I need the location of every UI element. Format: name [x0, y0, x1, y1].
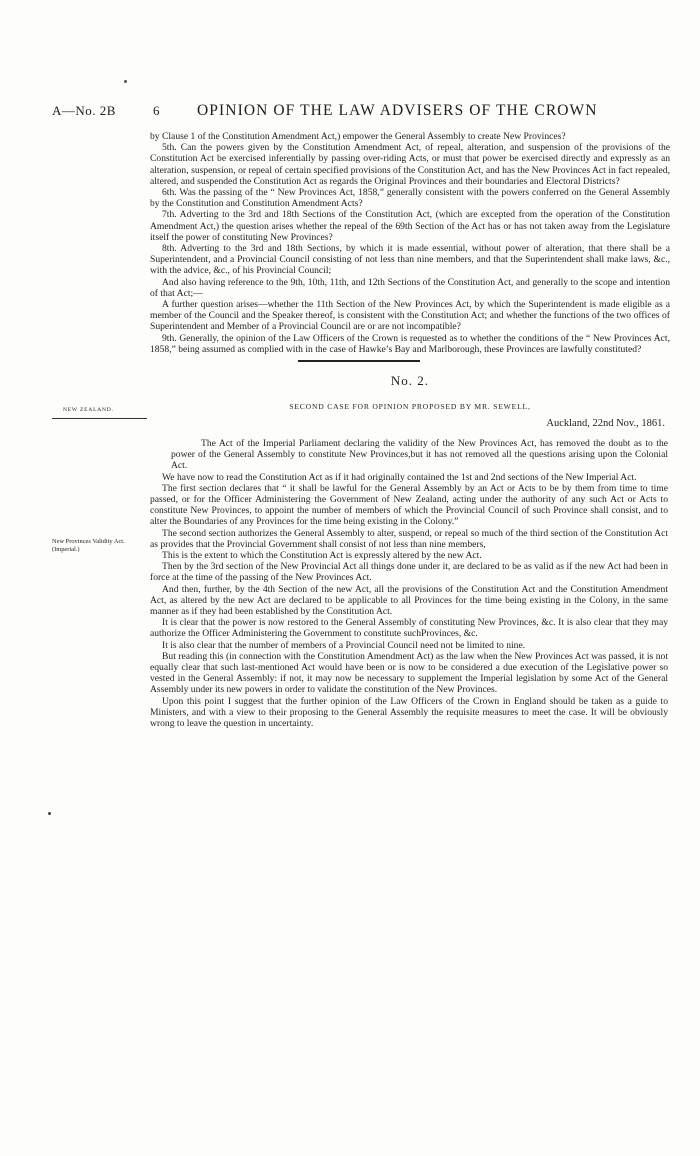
paragraph: And also having reference to the 9th, 10th, 11th, and 12th Sections of the Constitution Act, and generally to the scope and intention of that Act;— — [150, 276, 670, 299]
case-title: SECOND CASE FOR OPINION PROPOSED BY MR. SEWELL, — [289, 402, 531, 411]
scan-speck — [124, 80, 127, 83]
margin-note: New Provinces Validity Act. (Imperial.) — [52, 538, 125, 554]
section-divider — [298, 360, 420, 362]
side-rule — [52, 418, 147, 419]
side-label: NEW ZEALAND. — [63, 407, 114, 413]
paragraph: We have now to read the Constitution Act as if it had originally contained the 1st and 2nd sections of the New Imperial Act. — [162, 471, 637, 483]
paragraph: 5th. Can the powers given by the Constitution Amendment Act, of repeal, alteration, and suspension of the provisions of the Constitution Act be exercised inferentially by passing over-riding Acts, or must that power be exercised directly and expressly as an alteration, suspension, or repeal of certain specified provisions of the Constitution Act, and has the New Provinces Act in fact repealed, altered, and suspended the Constitution Act as regards the Original Provinces and their boundaries and Electoral Districts? — [150, 142, 670, 187]
paragraph: The first section declares that “ it shall be lawful for the General Assembly by an Act or Acts to be by them from time to time passed, or for the Officer Administering the Government of New Zealand, acting under the authority of any such Act or Acts to constitute New Provinces, to appoint the number of members of which the Provincial Council of such Province shall consist, and to alter the Boundaries of any Provinces for the time being existing in the Colony.” — [150, 482, 668, 528]
paragraph: The Act of the Imperial Parliament declaring the validity of the New Provinces Act, has removed the doubt as to the power of the General Assembly to constitute New Provinces,but it has not removed all the questions arising upon the Colonial Act. — [171, 438, 668, 472]
paragraph: Upon this point I suggest that the further opinion of the Law Officers of the Crown in England should be taken as a guide to Ministers, and with a view to their proposing to the General Assembly the requisite measures to meet the case. It will be obviously wrong to leave the question in uncertainty. — [150, 695, 668, 730]
paragraph: A further question arises—whether the 11th Section of the New Provinces Act, by which the Superintendent is made eligible as a member of the Council and the Speaker thereof, is consistent with the Constitution Act; and whether the functions of the two offices of Superintendent and Member of a Provincial Council are or are not incompatible? — [150, 299, 670, 333]
dateline: Auckland, 22nd Nov., 1861. — [546, 418, 665, 429]
paragraph: The second section authorizes the General Assembly to alter, suspend, or repeal so much of the third section of the Constitution Act as provides that the Provincial Government shall consist of not less than nine members, — [150, 527, 668, 550]
paragraph: by Clause 1 of the Constitution Amendment Act,) empower the General Assembly to create New Provinces? — [150, 131, 566, 142]
questions-section — [150, 131, 670, 355]
second-case-body — [131, 438, 668, 729]
paragraph: 6th. Was the passing of the “ New Provinces Act, 1858,” generally consistent with the powers conferred on the General Assembly by the Constitution and Constitution Amendment Acts? — [150, 187, 670, 210]
page-header — [52, 103, 672, 125]
paragraph: And then, further, by the 4th Section of the new Act, all the provisions of the Constitution Act and the Constitution Amendment Act, as altered by the new Act are declared to be applicable to all Provinces for the time being existing in the Colony, in the same manner as if they had been established by the Constitution Act. — [150, 583, 668, 618]
paragraph: 9th. Generally, the opinion of the Law Officers of the Crown is requested as to whether the conditions of the “ New Provinces Act, 1858,” being assumed as complied with in the case of Hawke’s Bay and Marlborough, these Provinces are lawfully constituted? — [150, 332, 670, 355]
paragraph: This is the extent to which the Constitution Act is expressly altered by the new Act. — [162, 550, 482, 562]
paragraph: Then by the 3rd section of the New Provincial Act all things done under it, are declared to be as valid as if the new Act had been in force at the time of the passing of the New Provinces Act. — [150, 561, 668, 584]
page-number: 6 — [153, 103, 160, 118]
paragraph: It is clear that the power is now restored to the General Assembly of constituting New Provinces, &c. It is also clear that they may authorize the Officer Administering the Government to constitute suchProvinces, &c. — [150, 617, 668, 640]
page-title: OPINION OF THE LAW ADVISERS OF THE CROWN — [197, 102, 598, 119]
scan-speck — [48, 812, 51, 815]
section-heading: No. 2. — [390, 373, 430, 388]
paragraph: 7th. Adverting to the 3rd and 18th Sections of the Constitution Act, (which are excepted from the operation of the Constitution Amendment Act,) the question arises whether the repeal of the 69th Section of the Act has or has not taken away from the Legislature itself the power of constituting New Provinces? — [150, 209, 670, 243]
document-reference: A—No. 2B — [52, 103, 116, 118]
paragraph: But reading this (in connection with the Constitution Amendment Act) as the law when the New Provinces Act was passed, it is not equally clear that such last-mentioned Act would have been or is now to be considered a due execution of the Legislative power so vested in the General Assembly: if not, it may now be necessary to supplement the Imperial legislation by some Act of the General Assembly under its new powers in order to validate the constitution of the New Provinces. — [150, 650, 668, 696]
paragraph: It is also clear that the number of members of a Provincial Council need not be limited to nine. — [162, 639, 526, 651]
paragraph: 8th. Adverting to the 3rd and 18th Sections, by which it is made essential, without power of alteration, that there shall be a Superintendent, and a Provincial Council consisting of not less than nine members, and that the Superintendent shall make laws, &c., with the advice, &c., of his Provincial Council; — [150, 243, 670, 277]
